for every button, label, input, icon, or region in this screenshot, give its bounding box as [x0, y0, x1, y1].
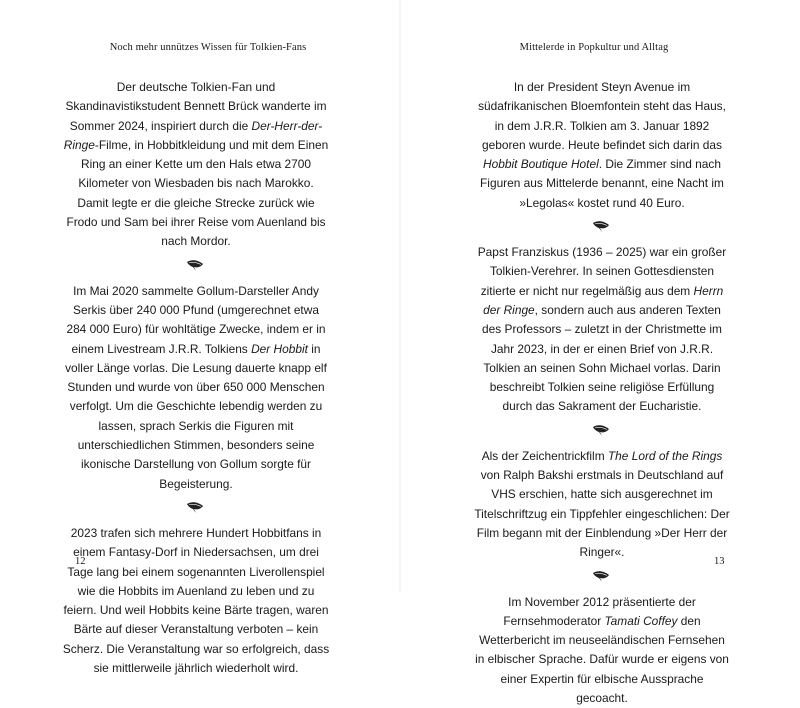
running-head: Noch mehr unnützes Wissen für Tolkien-Fans	[109, 42, 307, 53]
page-number: 13	[714, 556, 725, 567]
right-page	[400, 0, 800, 706]
paragraph: 2023 trafen sich mehrere Hundert Hobbitfans in einem Fantasy-Dorf in Niedersachsen, um drei Tage lang bei einem sogenannten Liverollenspiel wie die Hobbits im Auenland zu leben und zu feiern. Und weil Hobbits keine Bärte tragen, waren Bärte auf dieser Veranstaltung verboten – kein Scherz. Die Veranstaltung war so erfolgreich, dass sie mittlerweile jährlich wiederholt wird.	[62, 525, 330, 676]
leaf-ornament-icon	[186, 258, 206, 272]
leaf-ornament-icon	[592, 423, 612, 437]
page-body	[474, 78, 730, 708]
page-number: 12	[75, 556, 86, 567]
paragraph: Als der Zeichentrickfilm The Lord of the Rings von Ralph Bakshi erstmals in Deutschland auf VHS erschien, hatte sich ausgerechnet im Titelschriftzug ein Tippfehler eingeschlichen: Der Film begann mit der Einblendung »Der Herr der Ringer«.	[474, 448, 730, 560]
leaf-ornament-icon	[592, 219, 612, 233]
paragraph: Im November 2012 präsentierte der Fernsehmoderator Tamati Coffey den Wetterbericht im neuseeländischen Fernsehen in elbischer Sprache. Dafür wurde er eigens von einer Expertin für elbische Aussprache gecoacht.	[475, 594, 729, 706]
paragraph: Im Mai 2020 sammelte Gollum-Darsteller Andy Serkis über 240 000 Pfund (umgerechnet etwa 284 000 Euro) für wohltätige Zwecke, indem er in einem Livestream J.R.R. Tolkiens Der Hobbit in voller Länge vorlas. Die Lesung dauerte knapp elf Stunden und wurde von über 650 000 Menschen verfolgt. Um die Geschichte lebendig werden zu lassen, sprach Serkis die Figuren mit unterschiedlichen Stimmen, besonders seine ikonische Darstellung von Gollum sorgte für Begeisterung.	[65, 283, 327, 491]
paragraph: Der deutsche Tolkien-Fan und Skandinavistikstudent Bennett Brück wanderte im Sommer 2024, inspiriert durch die Der-Herr-der-Ringe-Filme, in Hobbitkleidung und mit dem Einen Ring an einer Kette um den Hals etwa 2700 Kilometer von Wiesbaden bis nach Marokko. Damit legte er die gleiche Strecke zurück wie Frodo und Sam bei ihrer Reise vom Auenland bis nach Mordor.	[63, 80, 329, 249]
paragraph: In der President Steyn Avenue im südafrikanischen Bloemfontein steht das Haus, in dem J.R.R. Tolkien am 3. Januar 1892 geboren wurde. Heute befindet sich darin das Hobbit Boutique Hotel. Die Zimmer sind nach Figuren aus Mittelerde benannt, eine Nacht im »Legolas« kostet rund 40 Euro.	[478, 80, 726, 210]
left-page	[0, 0, 400, 676]
page-body	[62, 78, 330, 678]
leaf-ornament-icon	[186, 500, 206, 514]
paragraph: Papst Franziskus (1936 – 2025) war ein großer Tolkien-Verehrer. In seinen Gottesdiensten zitierte er nicht nur regelmäßig aus dem Herrn der Ringe, sondern auch aus anderen Texten des Professors – zuletzt in der Christmette im Jahr 2023, in der er einen Brief von J.R.R. Tolkien an seinen Sohn Michael vorlas. Darin beschreibt Tolkien seine religiöse Erfüllung durch das Sakrament der Eucharistie.	[477, 245, 727, 414]
leaf-ornament-icon	[592, 569, 612, 583]
running-head: Mittelerde in Popkultur und Alltag	[519, 42, 669, 53]
